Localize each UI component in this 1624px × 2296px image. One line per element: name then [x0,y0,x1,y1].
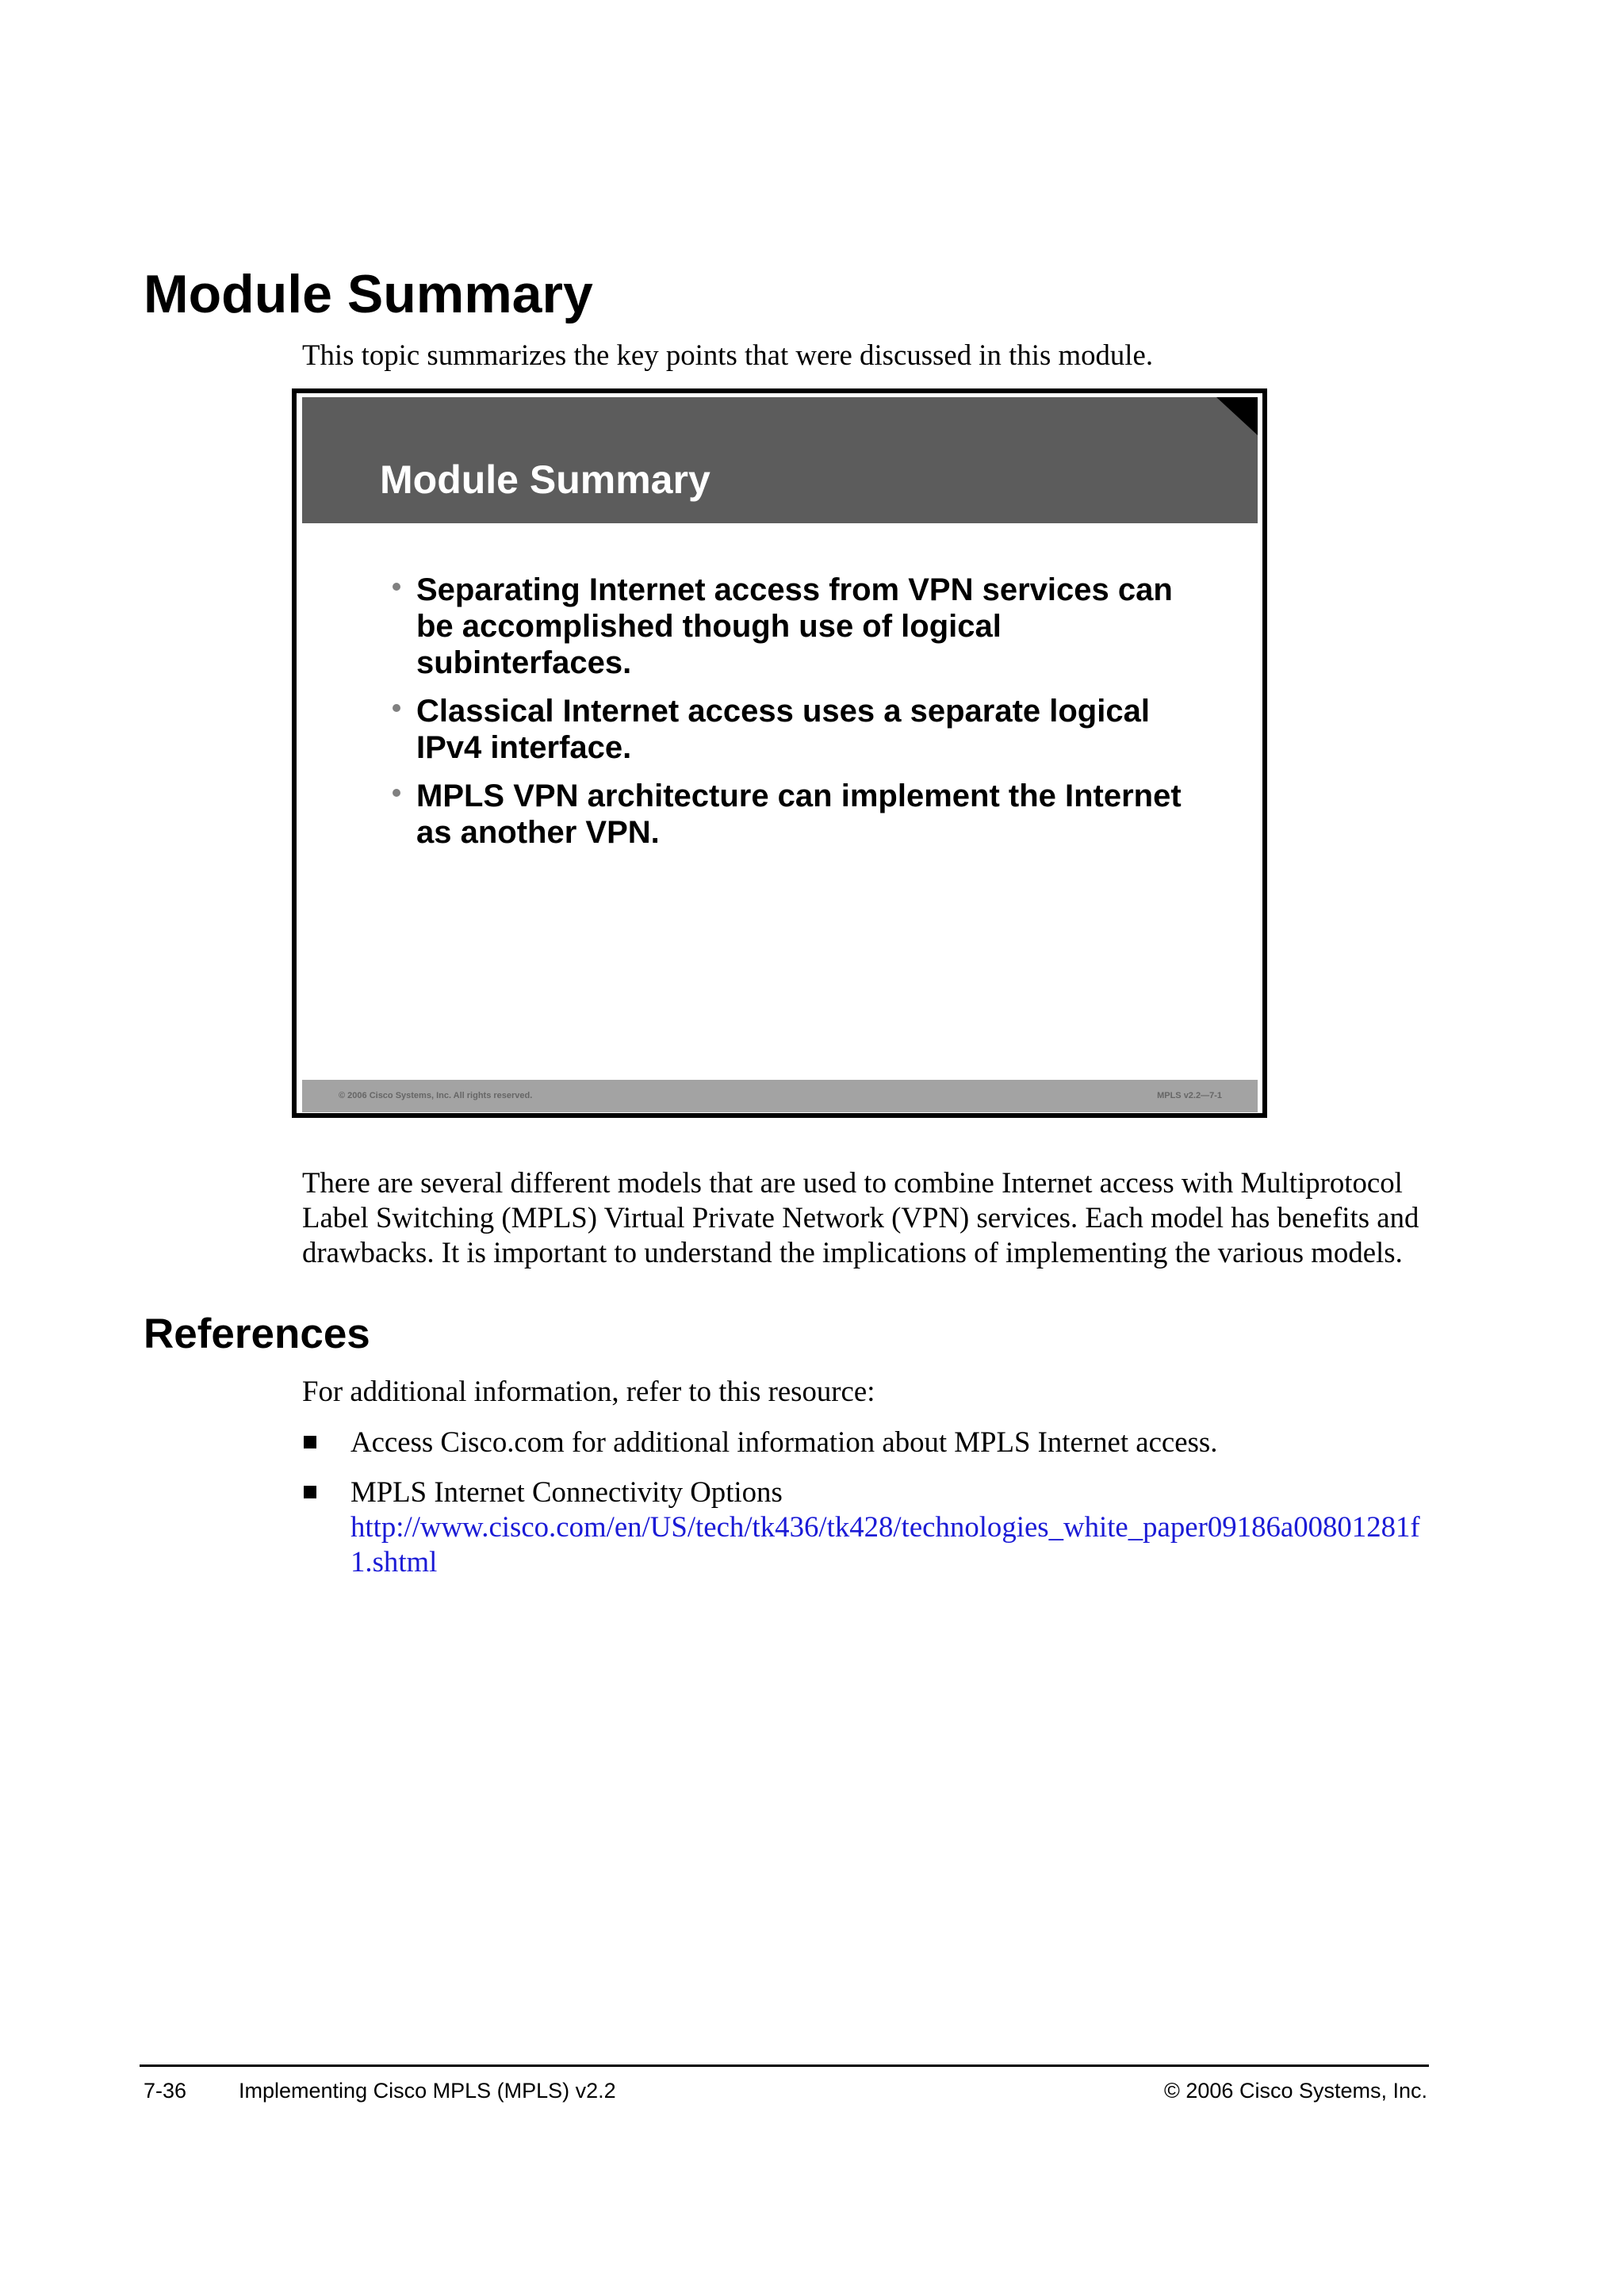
references-list [302,1425,1429,1594]
slide-figure [292,388,1267,1118]
list-item [302,1475,1429,1579]
reference-link[interactable]: http://www.cisco.com/en/US/tech/tk436/tk428/technologies_white_paper09186a00801281f1.shtml [350,1510,1420,1578]
page-title: Module Summary [144,264,593,324]
square-bullet-icon [304,1436,316,1448]
footer-course-title: Implementing Cisco MPLS (MPLS) v2.2 [239,2079,616,2103]
slide-bullet-list [393,572,1197,863]
bullet-dot-icon [393,789,400,797]
references-intro: For additional information, refer to this resource: [302,1375,875,1407]
slide-bullet-text: Classical Internet access uses a separate logical IPv4 interface. [416,694,1150,765]
footer-divider [140,2064,1429,2067]
square-bullet-icon [304,1486,316,1498]
slide-bullet-item [393,572,1197,681]
footer-copyright: © 2006 Cisco Systems, Inc. [1163,2079,1427,2103]
slide-bullet-item [393,778,1197,851]
footer-page-number: 7-36 [144,2079,187,2103]
body-paragraph: There are several different models that are used to combine Internet access with Multiprotocol Label Switching (MPLS) Virtual Private Network (VPN) services. Each model has benefits and drawbacks. It is important to understand the implications of implementing the various models. [302,1166,1419,1269]
references-heading: References [144,1311,370,1357]
slide-bullet-text: Separating Internet access from VPN services can be accomplished though use of logical subinterfaces. [416,572,1173,680]
slide-title: Module Summary [380,457,710,502]
slide-footer-id: MPLS v2.2—7-1 [1157,1091,1222,1100]
reference-text: Access Cisco.com for additional information about MPLS Internet access. [350,1425,1218,1458]
slide-bullet-text: MPLS VPN architecture can implement the Internet as another VPN. [416,779,1182,850]
reference-text: MPLS Internet Connectivity Options [350,1475,783,1508]
list-item [302,1425,1429,1460]
bullet-dot-icon [393,704,400,712]
corner-triangle-icon [1216,397,1258,435]
intro-text: This topic summarizes the key points that were discussed in this module. [302,339,1154,371]
slide-footer-copyright: © 2006 Cisco Systems, Inc. All rights reserved. [339,1091,533,1100]
slide-footer [302,1080,1258,1112]
slide-bullet-item [393,693,1197,766]
slide-header [302,397,1258,523]
bullet-dot-icon [393,583,400,591]
